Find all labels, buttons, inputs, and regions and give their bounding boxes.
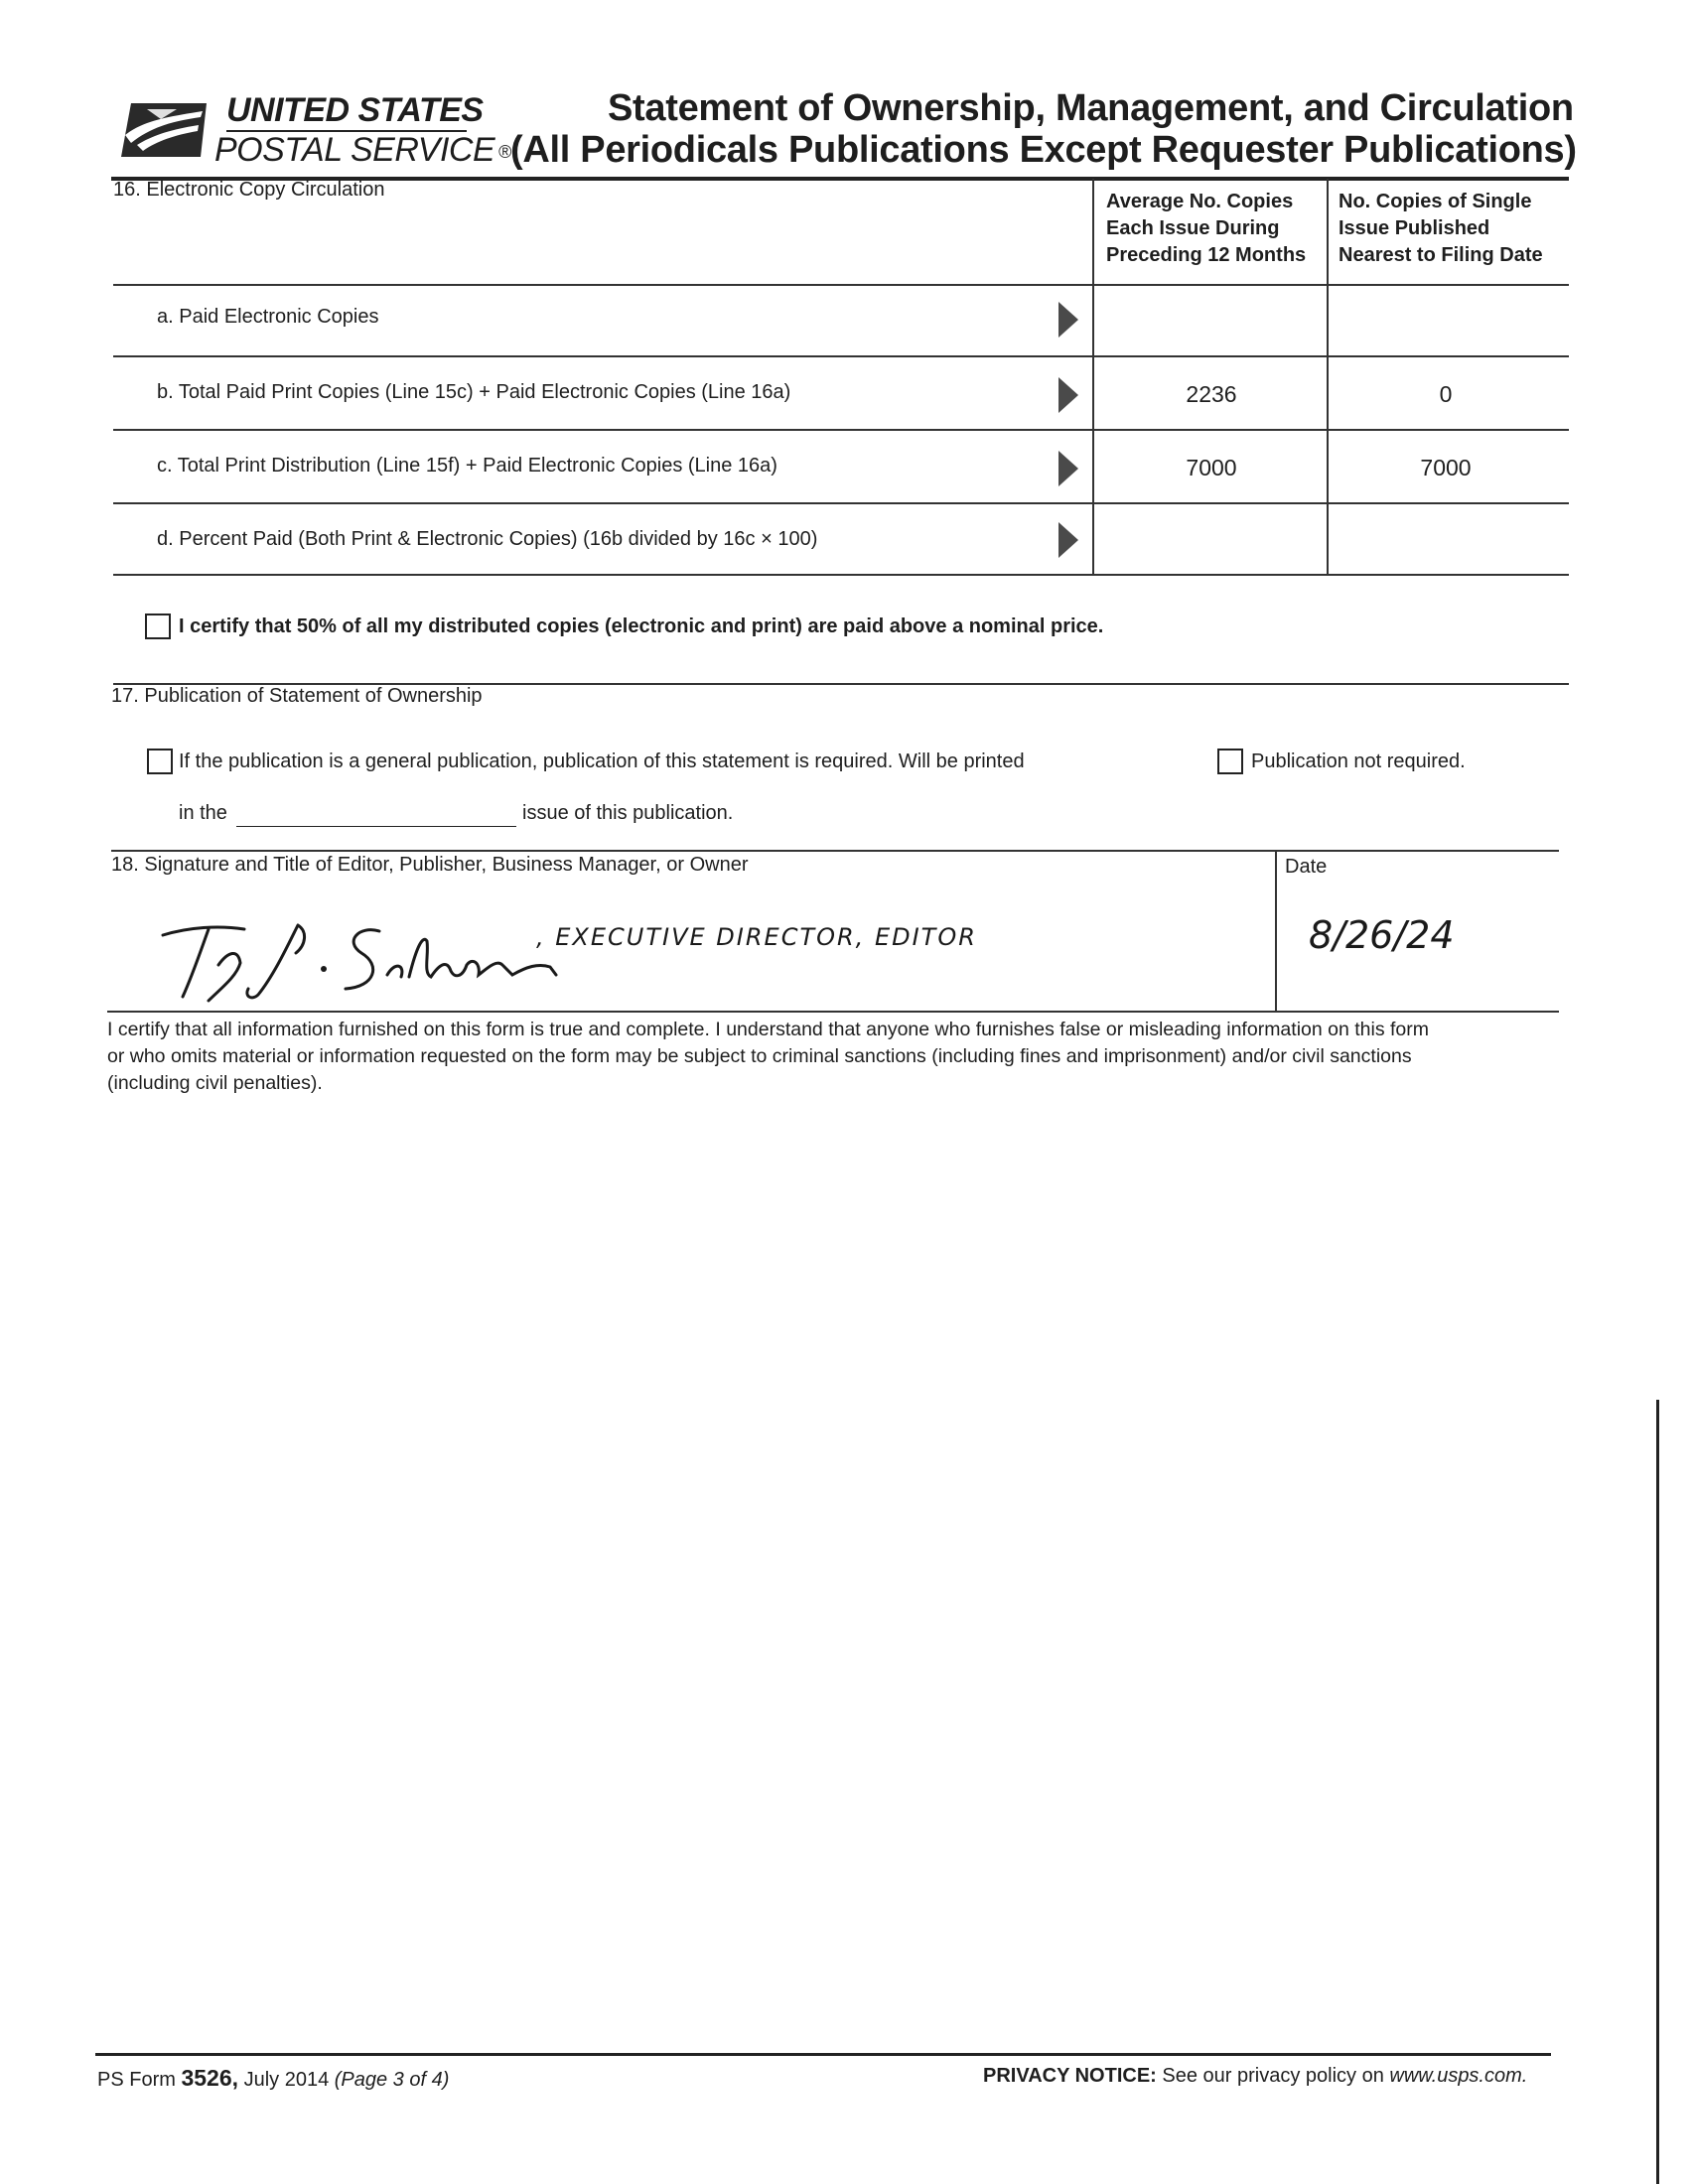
avg-copies-header: Average No. Copies Each Issue During Preceding 12 Months: [1106, 191, 1307, 266]
signature-image: [149, 905, 566, 1005]
privacy-notice: PRIVACY NOTICE: See our privacy policy on www.usps.com.: [983, 2065, 1528, 2087]
certification-text: I certify that all information furnished on this form is true and complete. I understand that anyone who furnishes false or misleading information on this form or who omits material or information requested on the form may be subject to criminal sanctions (including fines and imprisonment) and/or civil sanctions (including civil penalties).: [107, 1019, 1430, 1094]
signature-date: 8/26/24: [1309, 913, 1455, 957]
arrow-right-icon: [1058, 302, 1078, 338]
row-16c-avg: 7000: [1186, 455, 1237, 480]
row-16b-single: 0: [1439, 381, 1453, 407]
table-rule: [113, 574, 1569, 576]
arrow-right-icon: [1058, 377, 1078, 413]
section-divider: [107, 1011, 1559, 1013]
date-label: Date: [1285, 856, 1328, 878]
row-16b-avg: 2236: [1186, 381, 1237, 407]
registered-mark: ®: [498, 141, 511, 162]
table-rule: [113, 429, 1569, 431]
row-16a-label: a. Paid Electronic Copies: [157, 306, 379, 328]
privacy-link[interactable]: www.usps.com.: [1389, 2065, 1528, 2087]
section17-heading: 17. Publication of Statement of Ownership: [111, 685, 483, 707]
table-rule: [113, 502, 1569, 504]
form-number: PS Form 3526, July 2014 (Page 3 of 4): [97, 2065, 450, 2091]
in-the-label: in the: [179, 802, 227, 824]
signature-title: , EXECUTIVE DIRECTOR, EDITOR: [536, 923, 977, 951]
usps-eagle-icon: [117, 95, 209, 161]
row-16c-label: c. Total Print Distribution (Line 15f) + Paid Electronic Copies (Line 16a): [157, 455, 777, 477]
arrow-right-icon: [1058, 451, 1078, 486]
section18-heading: 18. Signature and Title of Editor, Publisher, Business Manager, or Owner: [111, 854, 749, 876]
certify-paid-checkbox[interactable]: [145, 614, 171, 639]
row-16b-label: b. Total Paid Print Copies (Line 15c) + Paid Electronic Copies (Line 16a): [157, 381, 791, 403]
certify-paid-label: I certify that 50% of all my distributed copies (electronic and print) are paid above a nominal price.: [179, 615, 1104, 637]
row-16d-label: d. Percent Paid (Both Print & Electronic Copies) (16b divided by 16c × 100): [157, 528, 818, 550]
footer-divider: [95, 2053, 1551, 2056]
general-publication-label: If the publication is a general publication, publication of this statement is required. Will be printed: [179, 751, 1025, 772]
arrow-right-icon: [1058, 522, 1078, 558]
table-rule: [113, 355, 1569, 357]
publication-not-required-label: Publication not required.: [1251, 751, 1466, 772]
general-publication-checkbox[interactable]: [147, 749, 173, 774]
form-subtitle: (All Periodicals Publications Except Requester Publications): [510, 129, 1577, 171]
table-rule: [113, 284, 1569, 286]
date-divider: [1275, 850, 1277, 1013]
row-16c-single: 7000: [1420, 455, 1472, 480]
table-divider-left: [1092, 179, 1094, 576]
org-name-line2: POSTAL SERVICE ®: [214, 131, 511, 169]
single-issue-header: No. Copies of Single Issue Published Nearest to Filing Date: [1339, 191, 1543, 266]
table-divider-right: [1327, 179, 1329, 576]
org-name-line1: UNITED STATES: [226, 91, 484, 129]
issue-blank-field[interactable]: [236, 826, 516, 827]
publication-not-required-checkbox[interactable]: [1217, 749, 1243, 774]
issue-text-label: issue of this publication.: [522, 802, 734, 824]
section-divider: [111, 850, 1559, 852]
scan-edge-mark: [1656, 1400, 1659, 2184]
section16-heading: 16. Electronic Copy Circulation: [113, 179, 385, 201]
form-title: Statement of Ownership, Management, and Circulation: [608, 87, 1574, 129]
